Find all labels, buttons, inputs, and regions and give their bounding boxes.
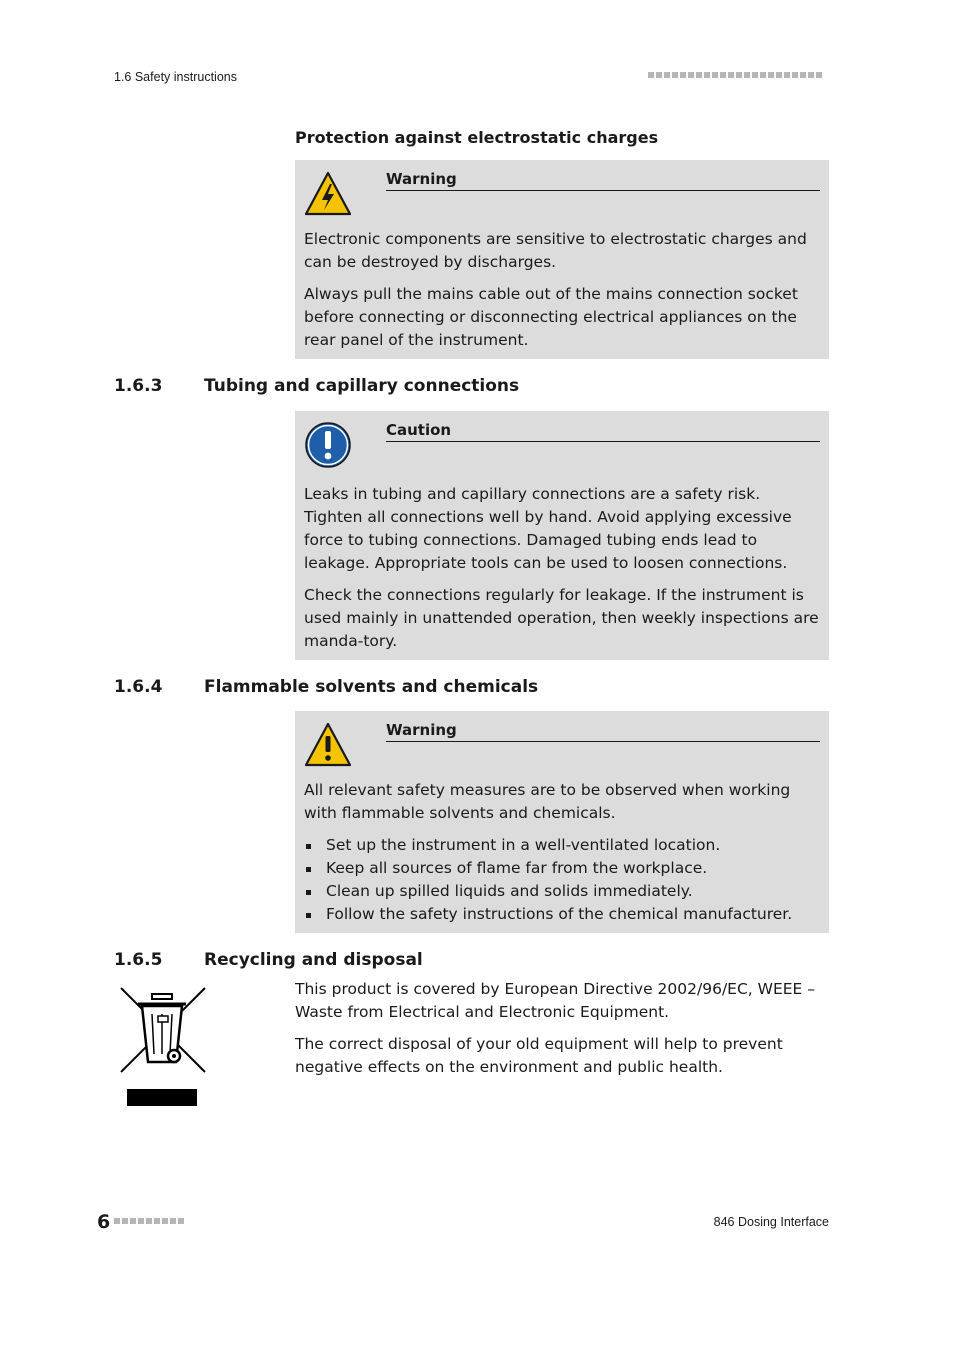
flammable-box-title: Warning bbox=[386, 721, 820, 742]
electrostatic-box-title: Warning bbox=[386, 170, 820, 191]
section-heading-tubing bbox=[114, 376, 519, 396]
flammable-warning-box bbox=[295, 711, 829, 933]
list-item: Set up the instrument in a well-ventilated location. bbox=[304, 834, 820, 857]
recycling-text bbox=[295, 978, 829, 1088]
section-heading-flammable bbox=[114, 677, 538, 697]
page-number: 6 bbox=[97, 1211, 111, 1233]
electrostatic-warning-box bbox=[295, 160, 829, 359]
recycling-paragraph: This product is covered by European Directive 2002/96/EC, WEEE – Waste from Electrical and Electronic Equipment. bbox=[295, 980, 816, 1021]
section-number: 1.6.5 bbox=[114, 950, 163, 970]
weee-black-bar bbox=[127, 1089, 197, 1106]
list-item: Clean up spilled liquids and solids immediately. bbox=[304, 880, 820, 903]
flammable-intro: All relevant safety measures are to be observed when working with flammable solvents and chemicals. bbox=[304, 781, 791, 822]
section-title: Recycling and disposal bbox=[204, 950, 423, 970]
tubing-box-title: Caution bbox=[386, 421, 820, 442]
section-title: Flammable solvents and chemicals bbox=[204, 677, 539, 697]
warning-triangle-icon bbox=[304, 721, 352, 769]
section-number: 1.6.4 bbox=[114, 677, 163, 697]
weee-crossed-bin-icon bbox=[118, 984, 208, 1076]
recycling-paragraph: The correct disposal of your old equipment will help to prevent negative effects on the environment and public health. bbox=[295, 1035, 783, 1076]
exclamation-caution-icon bbox=[304, 421, 352, 469]
tubing-paragraph: Check the connections regularly for leakage. If the instrument is used mainly in unattended operation, then weekly inspections are manda-tory. bbox=[304, 586, 819, 650]
electrostatic-paragraph: Always pull the mains cable out of the mains connection socket before connecting or disconnecting electrical appliances on the rear panel of the instrument. bbox=[304, 285, 798, 349]
section-title: Tubing and capillary connections bbox=[204, 376, 520, 396]
electric-hazard-icon bbox=[304, 170, 352, 218]
tubing-paragraph: Leaks in tubing and capillary connections are a safety risk. Tighten all connections well by hand. Avoid applying excessive force to tubing connections. Damaged tubing ends lead to leakage. Appropriate tools can be used to loosen connections. bbox=[304, 485, 792, 572]
list-item: Follow the safety instructions of the chemical manufacturer. bbox=[304, 903, 820, 926]
electrostatic-paragraph: Electronic components are sensitive to electrostatic charges and can be destroyed by discharges. bbox=[304, 230, 807, 271]
tubing-caution-box bbox=[295, 411, 829, 660]
footer-dots bbox=[114, 1218, 184, 1224]
list-item: Keep all sources of flame far from the workplace. bbox=[304, 857, 820, 880]
section-number: 1.6.3 bbox=[114, 376, 163, 396]
header-section-label: 1.6 Safety instructions bbox=[114, 70, 237, 84]
flammable-list bbox=[304, 834, 820, 926]
footer-product-name: 846 Dosing Interface bbox=[713, 1215, 829, 1229]
header-dots bbox=[648, 72, 822, 78]
section-heading-recycling bbox=[114, 950, 423, 970]
electrostatic-heading: Protection against electrostatic charges bbox=[295, 128, 659, 147]
